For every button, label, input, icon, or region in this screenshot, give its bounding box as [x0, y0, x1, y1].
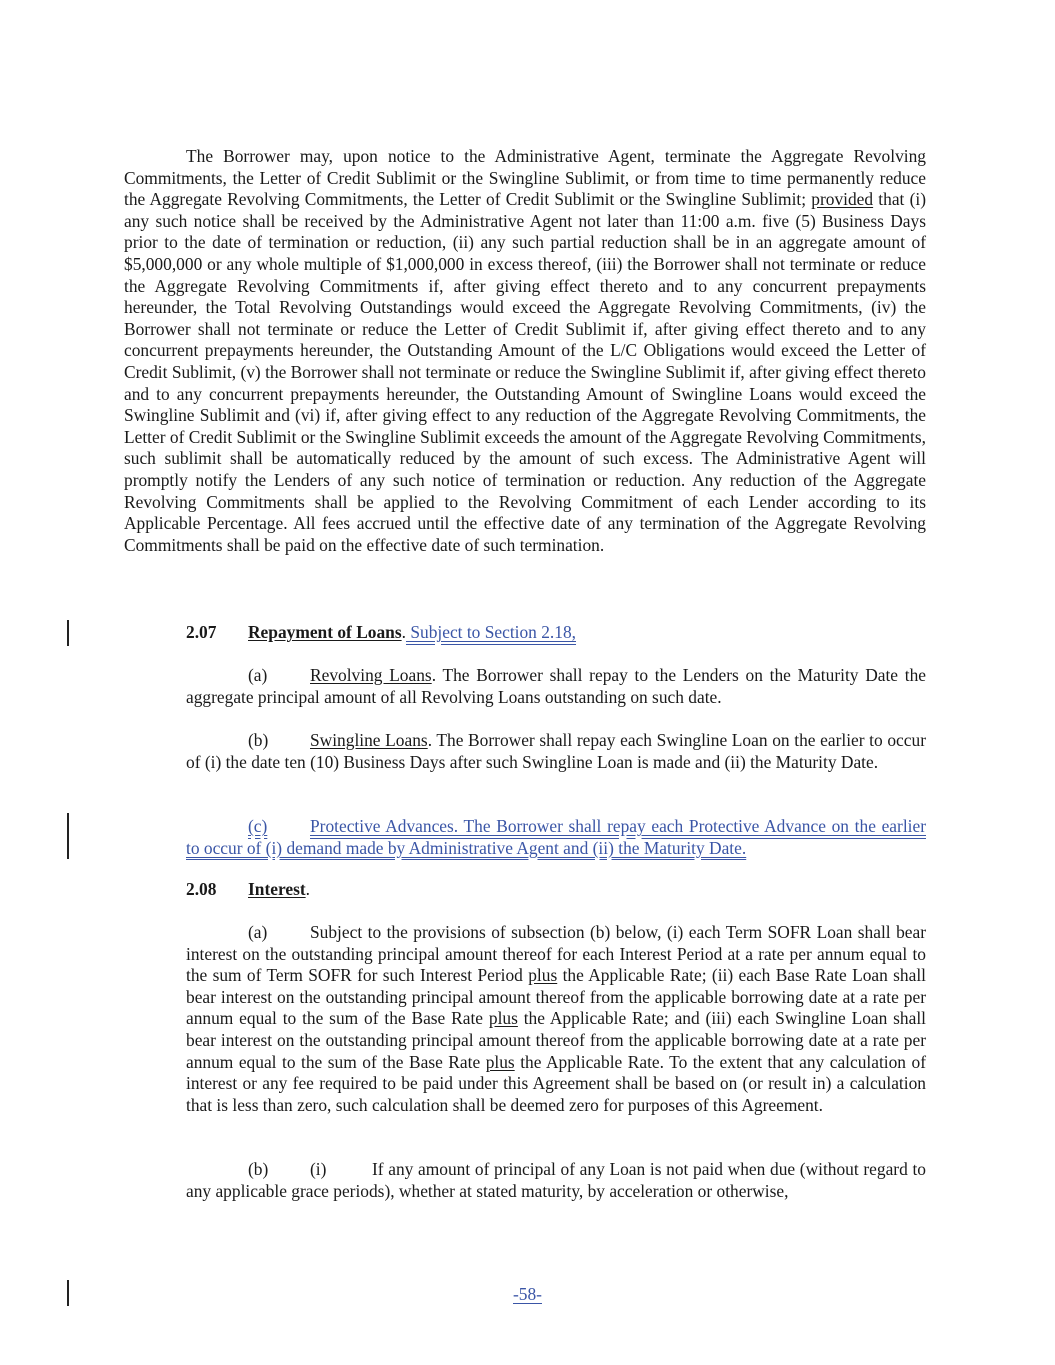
subsection-b-swingline-loans: (b) Swingline Loans. The Borrower shall repay each Swingline Loan on the earlier to occur of (i) the date ten (10) Business Days after such Swingline Loan is made and (ii) the Maturity Date.: [186, 730, 926, 772]
subsection-a-revolving-loans: (a) Revolving Loans. The Borrower shall repay to the Lenders on the Maturity Date the aggregate principal amount of all Revolving Loans outstanding on such date.: [186, 665, 927, 707]
subsection-b-default-interest: (b) (i) If any amount of principal of any Loan is not paid when due (without regard to any applicable grace periods), whether at stated maturity, by acceleration or otherwise,: [186, 1159, 926, 1201]
subsection-label: (b): [248, 1159, 269, 1179]
provided-term: provided: [811, 189, 874, 210]
defined-term: Swingline Loans: [310, 730, 428, 750]
section-2-07-heading: 2.07 Repayment of Loans. Subject to Section 2.18,: [186, 622, 577, 642]
defined-term: Revolving Loans: [310, 665, 432, 685]
subsection-label: (a): [248, 665, 268, 685]
intro-paragraph: [124, 146, 926, 556]
plus-term: plus: [488, 1008, 518, 1029]
section-title: Repayment of Loans: [248, 622, 402, 642]
section-number: 2.08: [186, 879, 217, 899]
subsection-label: (a): [248, 922, 268, 942]
subsection-c-protective-advances: [186, 816, 926, 859]
plus-term: plus: [528, 965, 558, 986]
inserted-text: Subject to Section 2.18,: [405, 622, 577, 642]
intro-text-post: that (i) any such notice shall be received by the Administrative Agent not later than 11:00 a.m. five (5) Business Days prior to the date of termination or reduction, (ii) any such partial reduction shall be in an aggregate amount of $5,000,000 or any whole multiple of $1,000,000 in excess thereof, (iii) the Borrower shall not terminate or reduce the Aggregate Revolving Commitments if, after giving effect thereto and to any concurrent prepayments hereunder, the Total Revolving Outstandings would exceed the Aggregate Revolving Commitments, (iv) the Borrower shall not terminate or reduce the Letter of Credit Sublimit if, after giving effect thereto and to any concurrent prepayments hereunder, the Outstanding Amount of the L/C Obligations would exceed the Letter of Credit Sublimit, (v) the Borrower shall not terminate or reduce the Swingline Sublimit if, after giving effect thereto and to any concurrent prepayments hereunder, the Outstanding Amount of Swingline Loans would exceed the Swingline Sublimit and (vi) if, after giving effect to any reduction of the Aggregate Revolving Commitments, the Letter of Credit Sublimit or the Swingline Sublimit exceeds the amount of the Aggregate Revolving Commitments, such sublimit shall be automatically reduced by the amount of such excess. The Administrative Agent will promptly notify the Lenders of any such notice of termination or reduction. Any reduction of the Aggregate Revolving Commitments shall be applied to the Revolving Commitment of each Lender according to its Applicable Percentage. All fees accrued until the effective date of any termination of the Aggregate Revolving Commitments shall be paid on the effective date of such termination.: [124, 189, 926, 555]
clause-label: (i): [310, 1159, 327, 1179]
section-title: Interest: [248, 879, 306, 899]
change-bar: [67, 620, 69, 646]
intro-text-pre: The Borrower may, upon notice to the Administrative Agent, terminate the Aggregate Revolving Commitments, the Letter of Credit Sublimit or the Swingline Sublimit, or from time to time permanently reduce the Aggregate Revolving Commitments, the Letter of Credit Sublimit or the Swingline Sublimit;: [124, 146, 926, 210]
subsection-label: (c): [248, 816, 268, 836]
subsection-a-interest: (a) Subject to the provisions of subsection (b) below, (i) each Term SOFR Loan shall bear interest on the outstanding principal amount thereof for each Interest Period at a rate per annum equal to the sum of Term SOFR for such Interest Period plus the Applicable Rate; (ii) each Base Rate Loan shall bear interest on the outstanding principal amount thereof from the applicable borrowing date at a rate per annum equal to the sum of the Base Rate plus the Applicable Rate; and (iii) each Swingline Loan shall bear interest on the outstanding principal amount thereof from the applicable borrowing date at a rate per annum equal to the sum of the Base Rate plus the Applicable Rate. To the extent that any calculation of interest or any fee required to be paid under this Agreement shall be based on (or result in) a calculation that is less than zero, such calculation shall be deemed zero for purposes of this Agreement.: [186, 922, 927, 1115]
section-number: 2.07: [186, 622, 217, 642]
subsection-label: (b): [248, 730, 269, 750]
inserted-text: Protective Advances. The Borrower shall repay each Protective Advance on the earlier to occur of (i) demand made by Administrative Agent and (ii) the Maturity Date.: [186, 816, 926, 858]
section-2-08-heading: 2.08 Interest.: [186, 879, 310, 899]
plus-term: plus: [485, 1051, 515, 1072]
page-number: -58-: [513, 1284, 542, 1304]
change-bar: [67, 813, 69, 859]
